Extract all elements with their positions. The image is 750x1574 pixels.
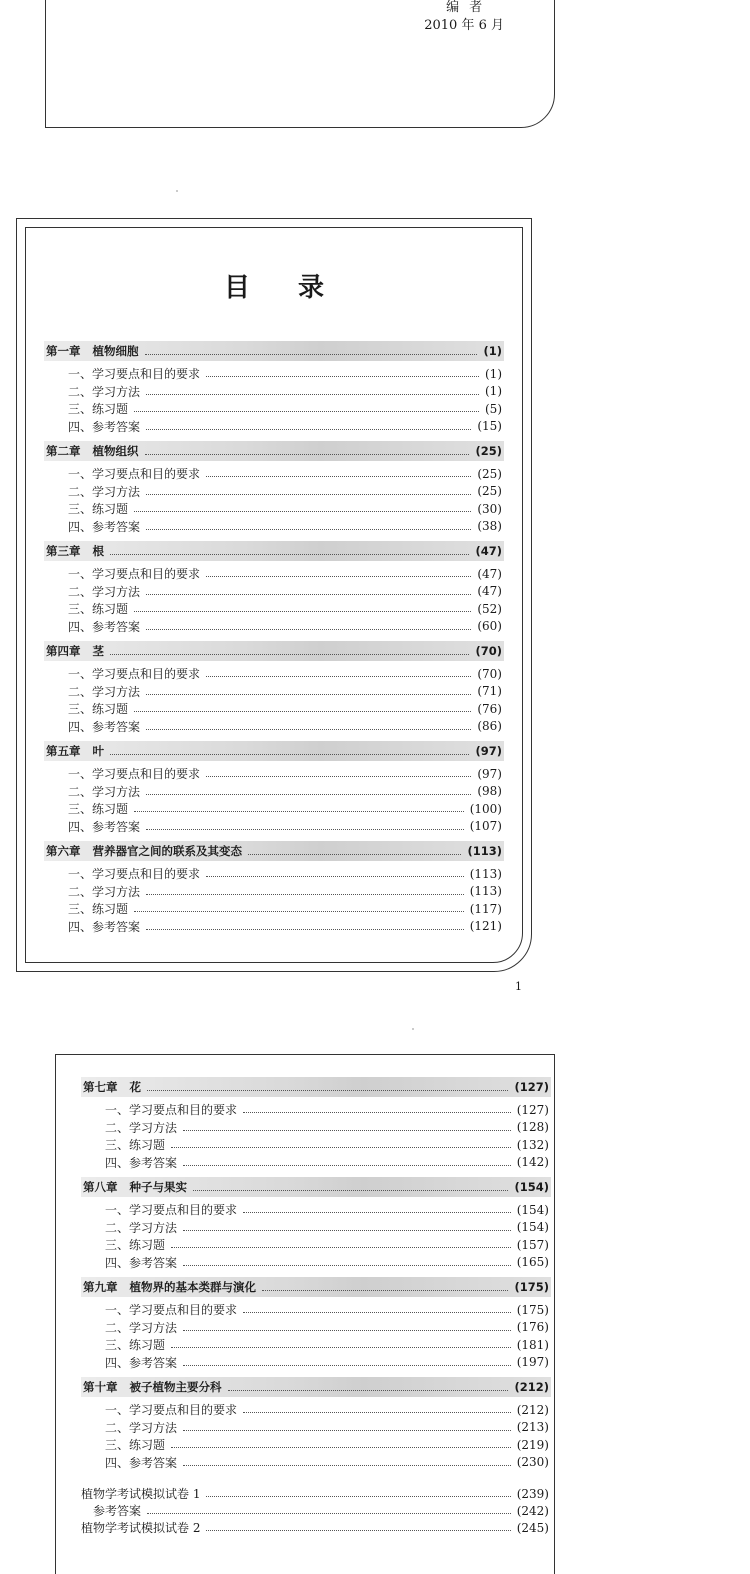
- page-ref: (154): [516, 1202, 549, 1217]
- section-row: [44, 665, 504, 683]
- entry-title: 植物学考试模拟试卷 1: [81, 1487, 201, 1501]
- entry-title: 三、练习题: [105, 1338, 166, 1353]
- chapter-number: 第六章: [46, 844, 81, 858]
- appendix-row: [81, 1502, 551, 1519]
- dot-leader: [145, 354, 478, 355]
- page-ref: (1): [485, 384, 502, 399]
- page-ref: (5): [485, 401, 502, 416]
- dot-leader: [183, 1430, 511, 1431]
- dot-leader: [110, 754, 469, 755]
- toc-title: 目录: [223, 273, 372, 303]
- page-ref: (38): [477, 519, 502, 534]
- page-ref: (219): [516, 1437, 549, 1452]
- section-row: [81, 1454, 551, 1472]
- page-ref: (213): [516, 1420, 549, 1435]
- chapter-title: 被子植物主要分科: [129, 1380, 222, 1394]
- section-row: [44, 900, 504, 918]
- dot-leader: [146, 894, 464, 895]
- page-ref: (230): [516, 1455, 549, 1470]
- section-row: [44, 865, 504, 883]
- entry-title: 三、练习题: [105, 1138, 166, 1153]
- section-row: [44, 783, 504, 801]
- chapter-number: 第八章: [83, 1180, 118, 1194]
- dot-leader: [134, 611, 471, 612]
- dot-leader: [183, 1130, 511, 1131]
- page-ref: (128): [516, 1120, 549, 1135]
- entry-title: 三、练习题: [68, 402, 129, 417]
- page-ref: (15): [477, 419, 502, 434]
- page-ref: (175): [514, 1280, 549, 1294]
- page-ref: (97): [475, 744, 502, 758]
- chapter-row: [81, 1277, 551, 1297]
- dot-leader: [243, 1312, 511, 1313]
- section-row: [81, 1101, 551, 1119]
- page-ref: (25): [477, 466, 502, 481]
- dot-leader: [243, 1212, 511, 1213]
- page-ref: (142): [516, 1155, 549, 1170]
- chapter-row: [44, 741, 504, 761]
- section-row: [44, 383, 504, 401]
- dot-leader: [206, 1530, 510, 1531]
- page-ref: (113): [469, 866, 502, 881]
- page-ref: (127): [514, 1080, 549, 1094]
- dot-leader: [193, 1190, 508, 1191]
- page-ref: (212): [516, 1402, 549, 1417]
- entry-title: 一、学习要点和目的要求: [105, 1303, 238, 1318]
- page-number: 1: [515, 980, 522, 993]
- page-ref: (30): [477, 501, 502, 516]
- entry-title: 一、学习要点和目的要求: [68, 467, 201, 482]
- dot-leader: [146, 729, 471, 730]
- preface-page-fragment: [45, 0, 555, 128]
- page-ref: (76): [477, 701, 502, 716]
- entry-title: 一、学习要点和目的要求: [68, 367, 201, 382]
- chapter-title: 植物组织: [92, 444, 139, 458]
- section-row: [44, 583, 504, 601]
- entry-title: 二、学习方法: [105, 1320, 178, 1335]
- dot-leader: [206, 376, 479, 377]
- entry-title: 四、参考答案: [105, 1155, 178, 1170]
- section-row: [44, 400, 504, 418]
- page-ref: (197): [516, 1355, 549, 1370]
- section-row: [44, 518, 504, 536]
- dot-leader: [146, 529, 471, 530]
- entry-title: 二、学习方法: [68, 784, 141, 799]
- chapter-number: 第九章: [83, 1280, 118, 1294]
- page-ref: (239): [516, 1486, 549, 1501]
- section-row: [44, 765, 504, 783]
- section-row: [44, 365, 504, 383]
- dot-leader: [146, 694, 471, 695]
- entry-title: 一、学习要点和目的要求: [68, 767, 201, 782]
- dot-leader: [206, 776, 471, 777]
- scan-speck: [176, 190, 178, 192]
- dot-leader: [183, 1465, 511, 1466]
- page-ref: (127): [516, 1102, 549, 1117]
- scan-speck: [412, 1028, 414, 1030]
- section-row: [81, 1301, 551, 1319]
- section-row: [81, 1436, 551, 1454]
- section-row: [44, 818, 504, 836]
- toc-page-2: [55, 1054, 555, 1574]
- page-ref: (181): [516, 1337, 549, 1352]
- section-row: [81, 1136, 551, 1154]
- dot-leader: [171, 1447, 511, 1448]
- section-row: [44, 418, 504, 436]
- entry-title: 四、参考答案: [68, 719, 141, 734]
- page-ref: (113): [467, 844, 502, 858]
- entry-title: 二、学习方法: [68, 684, 141, 699]
- entry-title: 三、练习题: [68, 802, 129, 817]
- page-ref: (154): [516, 1220, 549, 1235]
- entry-title: 四、参考答案: [68, 819, 141, 834]
- spacer: [81, 1471, 551, 1485]
- section-row: [81, 1419, 551, 1437]
- chapter-row: [81, 1077, 551, 1097]
- page-ref: (71): [477, 684, 502, 699]
- dot-leader: [183, 1265, 511, 1266]
- chapter-row: [44, 441, 504, 461]
- section-row: [81, 1354, 551, 1372]
- dot-leader: [146, 829, 464, 830]
- entry-title: 三、练习题: [68, 502, 129, 517]
- section-row: [81, 1119, 551, 1137]
- entry-title: 参考答案: [93, 1504, 142, 1518]
- page-ref: (176): [516, 1320, 549, 1335]
- page-ref: (60): [477, 619, 502, 634]
- entry-title: 一、学习要点和目的要求: [68, 567, 201, 582]
- dot-leader: [171, 1147, 511, 1148]
- dot-leader: [134, 711, 471, 712]
- chapter-number: 第七章: [83, 1080, 118, 1094]
- entry-title: 三、练习题: [105, 1438, 166, 1453]
- section-row: [44, 683, 504, 701]
- page-ref: (117): [469, 901, 502, 916]
- dot-leader: [243, 1412, 511, 1413]
- entry-title: 一、学习要点和目的要求: [105, 1103, 238, 1118]
- chapter-number: 第三章: [46, 544, 81, 558]
- dot-leader: [134, 511, 471, 512]
- appendix-row: [81, 1485, 551, 1502]
- entry-title: 三、练习题: [68, 902, 129, 917]
- section-row: [44, 565, 504, 583]
- entry-title: 三、练习题: [68, 702, 129, 717]
- page-ref: (113): [469, 884, 502, 899]
- dot-leader: [146, 629, 471, 630]
- entry-title: 四、参考答案: [105, 1355, 178, 1370]
- page-ref: (132): [516, 1137, 549, 1152]
- section-row: [44, 718, 504, 736]
- dot-leader: [110, 654, 469, 655]
- entry-title: 四、参考答案: [68, 519, 141, 534]
- page-ref: (107): [469, 819, 502, 834]
- page-ref: (97): [477, 766, 502, 781]
- entry-title: 植物学考试模拟试卷 2: [81, 1521, 201, 1535]
- section-row: [81, 1401, 551, 1419]
- section-row: [81, 1201, 551, 1219]
- dot-leader: [171, 1247, 511, 1248]
- entry-title: 二、学习方法: [105, 1420, 178, 1435]
- entry-title: 四、参考答案: [68, 919, 141, 934]
- dot-leader: [183, 1165, 511, 1166]
- page-ref: (121): [469, 919, 502, 934]
- chapter-row: [44, 641, 504, 661]
- toc-list-page-1: [44, 341, 504, 935]
- dot-leader: [183, 1330, 511, 1331]
- entry-title: 一、学习要点和目的要求: [105, 1403, 238, 1418]
- page-ref: (154): [514, 1180, 549, 1194]
- chapter-number: 第一章: [46, 344, 81, 358]
- chapter-title: 叶: [92, 744, 104, 758]
- editor-label: 编者: [446, 0, 493, 15]
- chapter-row: [44, 341, 504, 361]
- entry-title: 二、学习方法: [68, 884, 141, 899]
- dot-leader: [248, 854, 461, 855]
- page-ref: (242): [516, 1503, 549, 1518]
- section-row: [81, 1336, 551, 1354]
- section-row: [81, 1219, 551, 1237]
- chapter-row: [81, 1377, 551, 1397]
- dot-leader: [146, 794, 471, 795]
- entry-title: 三、练习题: [105, 1238, 166, 1253]
- entry-title: 三、练习题: [68, 602, 129, 617]
- chapter-title: 花: [129, 1080, 141, 1094]
- page-ref: (175): [516, 1302, 549, 1317]
- section-row: [44, 918, 504, 936]
- dot-leader: [134, 911, 464, 912]
- page-ref: (25): [475, 444, 502, 458]
- page-ref: (86): [477, 719, 502, 734]
- page-ref: (47): [475, 544, 502, 558]
- page-ref: (1): [485, 366, 502, 381]
- dot-leader: [171, 1347, 511, 1348]
- chapter-row: [44, 841, 504, 861]
- dot-leader: [147, 1090, 508, 1091]
- entry-title: 一、学习要点和目的要求: [68, 867, 201, 882]
- page-ref: (47): [477, 584, 502, 599]
- section-row: [44, 883, 504, 901]
- chapter-title: 植物细胞: [92, 344, 139, 358]
- page-ref: (25): [477, 484, 502, 499]
- section-row: [81, 1154, 551, 1172]
- toc-list-page-2: [81, 1077, 551, 1536]
- dot-leader: [146, 429, 471, 430]
- dot-leader: [134, 411, 479, 412]
- dot-leader: [206, 576, 471, 577]
- page-ref: (70): [477, 666, 502, 681]
- dot-leader: [206, 676, 471, 677]
- entry-title: 四、参考答案: [105, 1455, 178, 1470]
- section-row: [44, 618, 504, 636]
- appendix-row: [81, 1519, 551, 1536]
- chapter-row: [44, 541, 504, 561]
- page-ref: (52): [477, 601, 502, 616]
- page-ref: (100): [469, 801, 502, 816]
- page-ref: (70): [475, 644, 502, 658]
- dot-leader: [243, 1112, 511, 1113]
- section-row: [81, 1236, 551, 1254]
- page-ref: (165): [516, 1255, 549, 1270]
- chapter-number: 第四章: [46, 644, 81, 658]
- chapter-title: 营养器官之间的联系及其变态: [92, 844, 242, 858]
- dot-leader: [206, 876, 464, 877]
- page-ref: (157): [516, 1237, 549, 1252]
- dot-leader: [146, 394, 479, 395]
- dot-leader: [145, 454, 470, 455]
- chapter-row: [81, 1177, 551, 1197]
- dot-leader: [206, 476, 471, 477]
- chapter-title: 种子与果实: [129, 1180, 187, 1194]
- dot-leader: [183, 1365, 511, 1366]
- page-ref: (98): [477, 784, 502, 799]
- chapter-number: 第五章: [46, 744, 81, 758]
- entry-title: 四、参考答案: [68, 619, 141, 634]
- page-ref: (245): [516, 1520, 549, 1535]
- section-row: [44, 600, 504, 618]
- page-ref: (1): [483, 344, 502, 358]
- entry-title: 四、参考答案: [68, 419, 141, 434]
- toc-page-1: [16, 218, 532, 972]
- page-ref: (212): [514, 1380, 549, 1394]
- entry-title: 二、学习方法: [105, 1220, 178, 1235]
- dot-leader: [146, 929, 464, 930]
- dot-leader: [146, 494, 471, 495]
- page-ref: (47): [477, 566, 502, 581]
- dot-leader: [262, 1290, 508, 1291]
- entry-title: 一、学习要点和目的要求: [68, 667, 201, 682]
- chapter-number: 第十章: [83, 1380, 118, 1394]
- section-row: [44, 800, 504, 818]
- dot-leader: [183, 1230, 511, 1231]
- chapter-title: 茎: [92, 644, 104, 658]
- section-row: [81, 1319, 551, 1337]
- section-row: [44, 500, 504, 518]
- dot-leader: [110, 554, 469, 555]
- dot-leader: [206, 1496, 510, 1497]
- dot-leader: [147, 1513, 511, 1514]
- dot-leader: [134, 811, 464, 812]
- section-row: [44, 483, 504, 501]
- chapter-title: 根: [92, 544, 104, 558]
- preface-signature: [424, 0, 504, 35]
- entry-title: 四、参考答案: [105, 1255, 178, 1270]
- dot-leader: [146, 594, 471, 595]
- section-row: [44, 700, 504, 718]
- entry-title: 二、学习方法: [68, 384, 141, 399]
- section-row: [44, 465, 504, 483]
- chapter-title: 植物界的基本类群与演化: [129, 1280, 256, 1294]
- entry-title: 二、学习方法: [68, 584, 141, 599]
- dot-leader: [228, 1390, 509, 1391]
- entry-title: 二、学习方法: [105, 1120, 178, 1135]
- preface-date: 2010 年 6 月: [424, 18, 504, 33]
- entry-title: 一、学习要点和目的要求: [105, 1203, 238, 1218]
- section-row: [81, 1254, 551, 1272]
- entry-title: 二、学习方法: [68, 484, 141, 499]
- chapter-number: 第二章: [46, 444, 81, 458]
